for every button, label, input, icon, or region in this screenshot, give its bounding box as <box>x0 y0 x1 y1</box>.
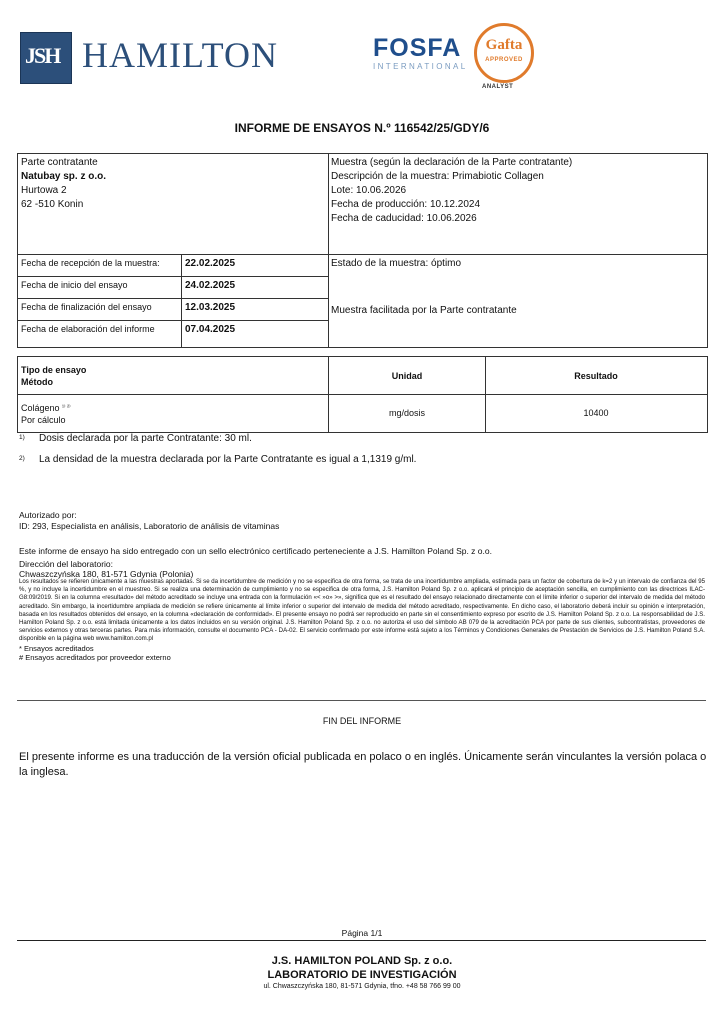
date-label: Fecha de finalización del ensayo <box>21 302 152 312</box>
logo-mark-text: JSH <box>25 43 60 68</box>
fosfa-logo-subtitle: INTERNATIONAL <box>373 62 468 71</box>
sample-section <box>331 156 701 226</box>
lab-address: Chwaszczyńska 180, 81-571 Gdynia (Polonia) <box>19 569 194 579</box>
legend-accredited: * Ensayos acreditados <box>19 644 94 653</box>
test-method: Por cálculo <box>21 415 66 425</box>
end-of-report: FIN DEL INFORME <box>322 716 402 726</box>
page-number: Página 1/1 <box>341 928 383 938</box>
footer-company: J.S. HAMILTON POLAND Sp. z o.o. <box>271 955 453 967</box>
sample-production-date: Fecha de producción: 10.12.2024 <box>331 199 480 210</box>
date-value: 24.02.2025 <box>185 280 236 291</box>
end-divider <box>17 700 706 701</box>
gafta-analyst-label: ANALYST <box>482 84 514 90</box>
results-row-test <box>21 402 71 426</box>
date-value: 12.03.2025 <box>185 302 236 313</box>
footer-lab: LABORATORIO DE INVESTIGACIÓN <box>267 969 457 981</box>
footnote-text: Dosis declarada por la parte Contratante: 30 ml. <box>39 433 252 444</box>
authorized-by: ID: 293, Especialista en análisis, Laboratorio de análisis de vitaminas <box>19 521 280 531</box>
client-name: Natubay sp. z o.o. <box>21 171 107 182</box>
lab-address-label: Dirección del laboratorio: <box>19 559 114 569</box>
date-label: Fecha de elaboración del informe <box>21 324 155 334</box>
sample-lot: Lote: 10.06.2026 <box>331 185 407 196</box>
footnote-text: La densidad de la muestra declarada por la Parte Contratante es igual a 1,1319 g/ml. <box>39 454 417 465</box>
legend-external: # Ensayos acreditados por proveedor externo <box>19 653 171 662</box>
date-label: Fecha de inicio del ensayo <box>21 280 128 290</box>
date-value: 22.02.2025 <box>185 258 236 269</box>
legal-fine-print: Los resultados se refieren únicamente a las muestras aportadas. Si se da incertidumbre de medición y no se especifica de otra forma, se trata de una incertidumbre ampliada, estimada para un factor de cobertura de k=2 y un intervalo de confianza del 95 %, y no incluye la incertidumbre en el muestreo. Si se realiza una determinación de cumplimiento y no se especifica de otra forma, J.S. Hamilton Poland Sp. z o.o. aplicará el principio de aceptación sencilla, en cumplimiento con las directrices ILAC-G8:09/2019. Si en la columna «resultado» del método acreditado se incluye una entrada con la formulación «< »o» >», significa que es el resultado del ensayo relacionado directamente con el límite inferior o superior del intervalo de medida del método acreditado. Sin embargo, la incertidumbre ampliada de medición se refiere únicamente al límite inferior o superior del intervalo de medida del método acreditado, respectivamente. En dicho caso, el laboratorio deberá incluir su opinión e interpretación, basada en los resultados obtenidos del ensayo, en la columna «declaración de conformidad». El presente ensayo no podrá ser reproducido en parte sin el consentimiento expreso por escrito de J.S. Hamilton Poland Sp. z o.o. La responsabilidad de J.S. Hamilton Poland Sp. z o.o. está limitada únicamente a los datos incluidos en su versión original. J.S. Hamilton Poland Sp. z o.o. no autoriza el uso del símbolo AB 079 de la acreditación PCA por parte de sus clientes, subcontratistas, proveedores de servicios externos y otras terceras partes. Para más información, consulte el documento PCA - DA-02. El servicio confirmado por este informe está sujeto a los Términos y Condiciones Generales de Prestación de Servicios de J.S. Hamilton Poland S.A. disponible en la página web www.hamilton.com.pl <box>19 578 705 643</box>
hamilton-logo-mark <box>20 32 72 84</box>
date-value: 07.04.2025 <box>185 324 236 335</box>
sample-expiry-date: Fecha de caducidad: 10.06.2026 <box>331 213 477 224</box>
results-header-result: Resultado <box>574 371 618 381</box>
results-row-result: 10400 <box>583 408 609 418</box>
test-name: Colágeno <box>21 403 60 413</box>
results-row-unit: mg/dosis <box>388 408 425 418</box>
info-table-divider <box>328 153 329 347</box>
results-header-test-type: Tipo de ensayo <box>21 365 87 375</box>
client-label: Parte contratante <box>21 157 98 168</box>
footnote-mark: 1) <box>19 434 25 441</box>
client-street: Hurtowa 2 <box>21 185 67 196</box>
info-table-row-line <box>17 254 708 255</box>
translation-note: El presente informe es una traducción de la versión oficial publicada en polaco o en inglés. Únicamente serán vinculantes la versión polaca o la inglesa. <box>19 751 707 778</box>
sample-state: Estado de la muestra: óptimo <box>331 258 462 269</box>
results-header-unit: Unidad <box>391 371 423 381</box>
report-title: INFORME DE ENSAYOS N.º 116542/25/GDY/6 <box>234 121 490 135</box>
footnote-mark: 2) <box>19 455 25 462</box>
electronic-seal-note: Este informe de ensayo ha sido entregado con un sello electrónico certificado perteneciente a J.S. Hamilton Poland Sp. z o.o. <box>19 546 492 556</box>
results-header-method: Método <box>21 377 53 387</box>
footer-divider <box>17 940 706 941</box>
fosfa-logo: FOSFA <box>373 34 462 62</box>
sample-provided-by: Muestra facilitada por la Parte contratante <box>331 305 517 316</box>
test-footnote-marks: ¹⁾ ²⁾ <box>62 405 71 411</box>
results-header-test <box>21 364 86 388</box>
gafta-seal-subtitle: APPROVED <box>485 57 523 63</box>
date-label: Fecha de recepción de la muestra: <box>21 258 160 268</box>
gafta-approved-seal <box>474 23 534 83</box>
sample-description: Descripción de la muestra: Primabiotic Collagen <box>331 171 544 182</box>
footer-address: ul. Chwaszczyńska 180, 81-571 Gdynia, tfno. +48 58 766 99 00 <box>263 983 461 990</box>
gafta-seal-title: Gafta <box>485 37 523 53</box>
sample-label: Muestra (según la declaración de la Parte contratante) <box>331 157 573 168</box>
hamilton-logo-wordmark: HAMILTON <box>82 35 279 75</box>
authorized-label: Autorizado por: <box>19 510 77 520</box>
client-city: 62 -510 Konin <box>21 199 84 210</box>
client-section <box>21 156 321 212</box>
